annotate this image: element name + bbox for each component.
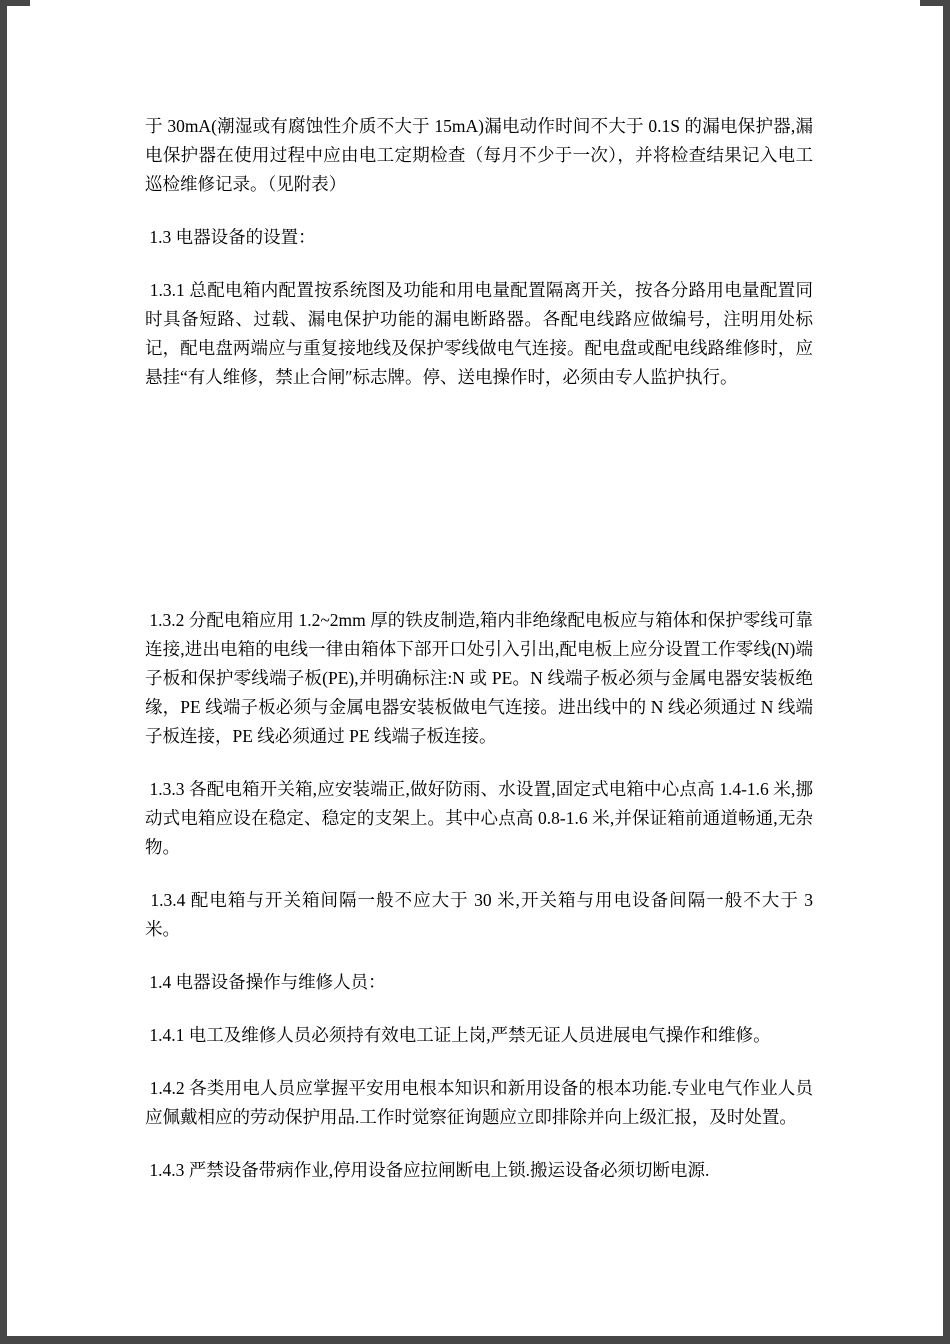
paragraph-1-3-4: 1.3.4 配电箱与开关箱间隔一般不应大于 30 米,开关箱与用电设备间隔一般不大于 3 米。 [145,890,818,939]
paragraph-1-4-3: 1.4.3 严禁设备带病作业,停用设备应拉闸断电上锁.搬运设备必须切断电源. [145,1160,710,1180]
paragraph-1-4-2: 1.4.2 各类用电人员应掌握平安用电根本知识和新用设备的根本功能.专业电气作业人员应佩戴相应的劳动保护用品.工作时觉察征询题应立即排除并向上级汇报，及时处置。 [145,1078,814,1127]
scan-edge-bottom [0,1336,950,1344]
scan-edge-right [943,0,950,1344]
heading-1-4: 1.4 电器设备操作与维修人员： [145,972,386,992]
heading-1-3: 1.3 电器设备的设置： [145,227,316,247]
paragraph-1-3-2: 1.3.2 分配电箱应用 1.2~2mm 厚的铁皮制造,箱内非绝缘配电板应与箱体和保护零线可靠连接,进出电箱的电线一律由箱体下部开口处引入引出,配电板上应分设置工作零线(N)端子板和保护零线端子板(PE),并明确标注:N 或 PE。N 线端子板必须与金属电器安装板绝缘，PE 线端子板必须与金属电器安装板做电气连接。进出线中的 N 线必须通过 N 线端子板连接，PE 线必须通过 PE 线端子板连接。 [145,610,813,746]
paragraph-leakage-protector: 于 30mA(潮湿或有腐蚀性介质不大于 15mA)漏电动作时间不大于 0.1S 的漏电保护器,漏电保护器在使用过程中应由电工定期检查（每月不少于一次），并将检查结果记入电工巡检维修记录。（见附表） [145,116,813,194]
scan-edge-left [0,0,7,1344]
paragraph-1-3-3: 1.3.3 各配电箱开关箱,应安装端正,做好防雨、水设置,固定式电箱中心点高 1.4-1.6 米,挪动式电箱应设在稳定、稳定的支架上。其中心点高 0.8-1.6 米,并保证箱前通道畅通,无杂物。 [145,779,813,857]
document-page [145,112,818,1209]
page-break-gap [145,416,813,606]
scan-edge-top-right-corner [920,0,950,6]
paragraph-1-3-1: 1.3.1 总配电箱内配置按系统图及功能和用电量配置隔离开关，按各分路用电量配置同时具备短路、过载、漏电保护功能的漏电断路器。各配电线路应做编号，注明用处标记，配电盘两端应与重复接地线及保护零线做电气连接。配电盘或配电线路维修时，应悬挂“有人维修，禁止合闸″标志牌。停、送电操作时，必须由专人监护执行。 [145,280,813,387]
paragraph-1-4-1: 1.4.1 电工及维修人员必须持有效电工证上岗,严禁无证人员进展电气操作和维修。 [145,1025,771,1045]
scan-edge-top-left-corner [0,0,30,6]
